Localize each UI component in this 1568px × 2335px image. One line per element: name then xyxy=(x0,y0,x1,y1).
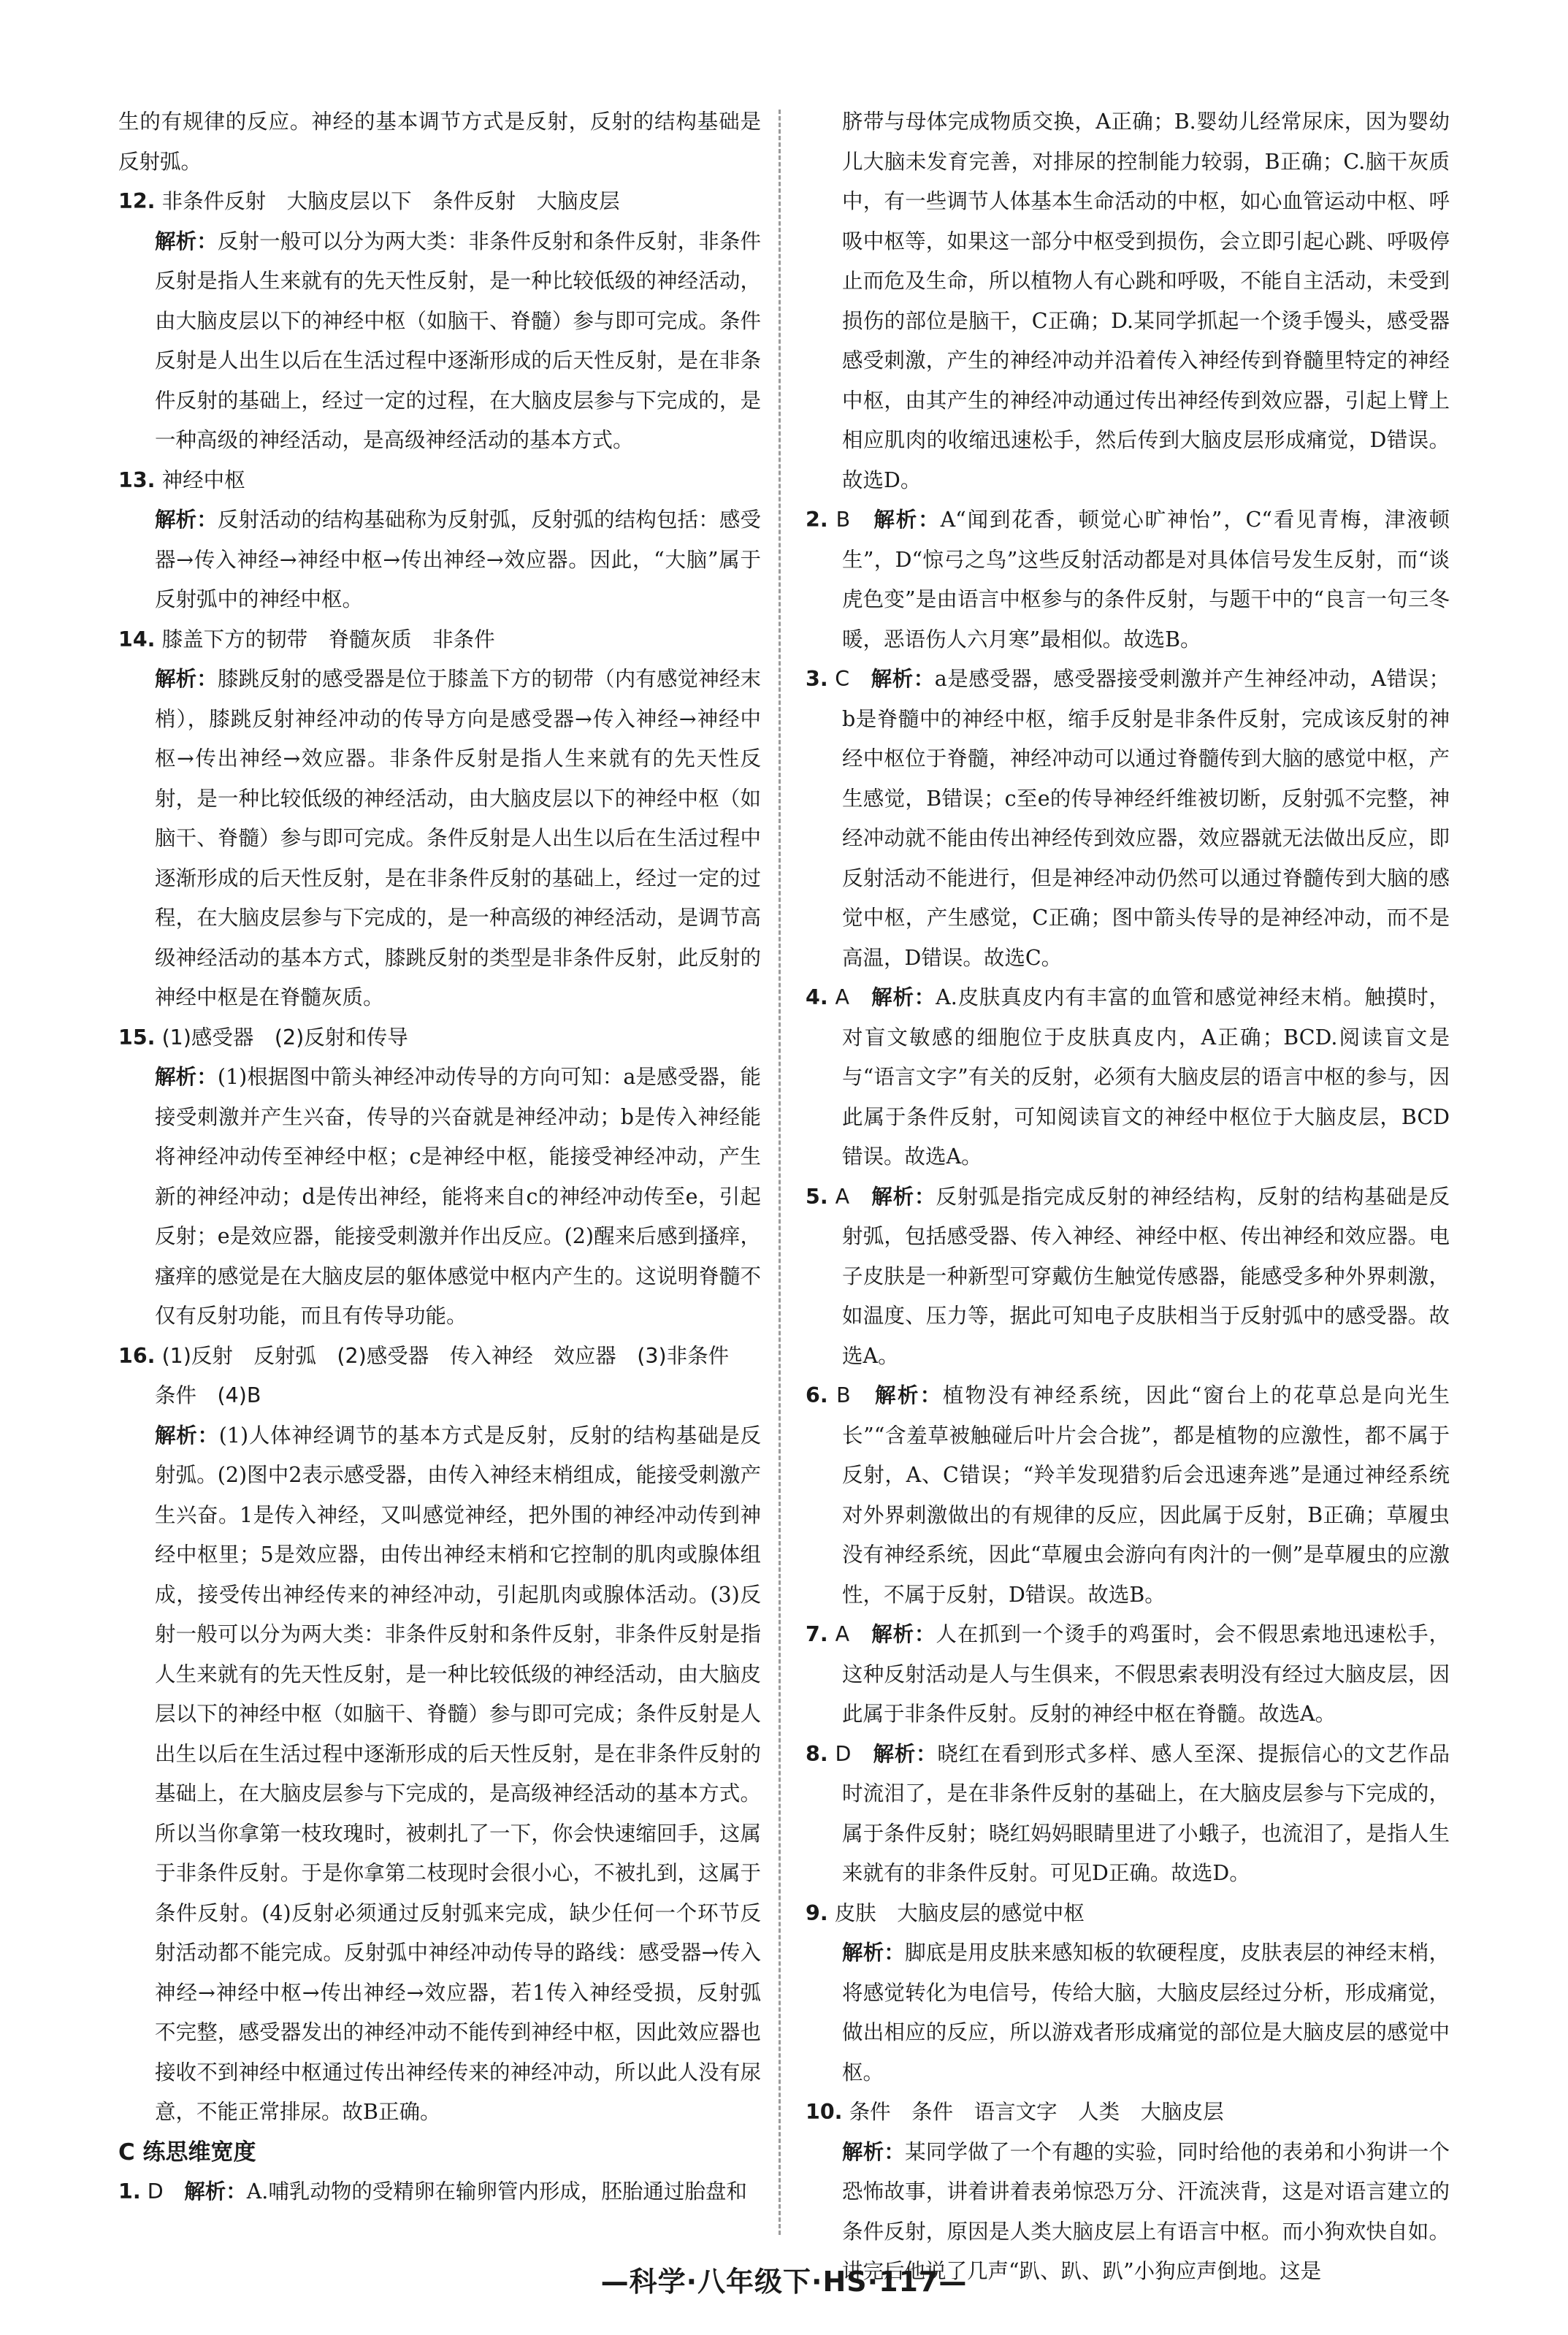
answer: (1)反射 反射弧 (2)感受器 传入神经 效应器 (3)非条件 条件 (4)B xyxy=(155,1343,750,1407)
answer: C xyxy=(835,667,871,691)
answer: A xyxy=(835,1622,872,1646)
answer: B xyxy=(836,1383,875,1407)
explanation: A.皮肤真皮内有丰富的血管和感觉神经末梢。触摸时，对盲文敏感的细胞位于皮肤真皮内，A正确；BCD.阅读盲文是与“语言文字”有关的反射，必须有大脑皮层的语言中枢的参与，因此属于条件反射，可知阅读盲文的神经中枢位于大脑皮层，BCD错误。故选A。 xyxy=(842,985,1450,1169)
question-16: 16. (1)反射 反射弧 (2)感受器 传入神经 效应器 (3)非条件 条件 (4)B 解析：(1)人体神经调节的基本方式是反射，反射的结构基础是反射弧。(2)图中2表示感受器，由传入神经末梢组成，能接受刺激产生兴奋。1是传入神经，又叫感觉神经，把外围的神经冲动传到神经中枢里；5是效应器，由传出神经末梢和它控制的肌肉或腺体组成，接受传出神经传来的神经冲动，引起肌肉或腺体活动。(3)反射一般可以分为两大类：非条件反射和条件反射，非条件反射是指人生来就有的先天性反射，是一种比较低级的神经活动，由大脑皮层以下的神经中枢（如脑干、脊髓）参与即可完成；条件反射是人出生以后在生活过程中逐渐形成的后天性反射，是在非条件反射的基础上，在大脑皮层参与下完成的，是高级神经活动的基本方式。所以当你拿第一枝玫瑰时，被刺扎了一下，你会快速缩回手，这属于非条件反射。于是你拿第二枝现时会很小心，不被扎到，这属于条件反射。(4)反射必须通过反射弧来完成，缺少任何一个环节反射活动都不能完成。反射弧中神经冲动传导的路线：感受器→传入神经→神经中枢→传出神经→效应器，若1传入神经受损，反射弧不完整，感受器发出的神经冲动不能传到神经中枢，因此效应器也接收不到神经中枢通过传出神经传来的神经冲动，所以此人没有尿意，不能正常排尿。故B正确。 xyxy=(118,1343,761,2124)
question-c5: 5. A 解析：反射弧是指完成反射的神经结构，反射的结构基础是反射弧，包括感受器、传入神经、神经中枢、传出神经和效应器。电子皮肤是一种新型可穿戴仿生触觉传感器，能感受多种外界刺激，如温度、压力等，据此可知电子皮肤相当于反射弧中的感受器。故选A。 xyxy=(806,1184,1450,1368)
explanation: 植物没有神经系统，因此“窗台上的花草总是向光生长”“含羞草被触碰后叶片会合拢”，都是植物的应激性，都不属于反射，A、C错误；“羚羊发现猎豹后会迅速奔逃”是通过神经系统对外界刺激做出的有规律的反应，因此属于反射，B正确；草履虫没有神经系统，因此“草履虫会游向有肉汁的一侧”是草履虫的应激性，不属于反射，D错误。故选B。 xyxy=(842,1383,1450,1607)
question-13: 13. 神经中枢 解析：反射活动的结构基础称为反射弧，反射弧的结构包括：感受器→传入神经→神经中枢→传出神经→效应器。因此，“大脑”属于反射弧中的神经中枢。 xyxy=(118,467,761,611)
question-c3: 3. C 解析：a是感受器，感受器接受刺激并产生神经冲动，A错误；b是脊髓中的神经中枢，缩手反射是非条件反射，完成该反射的神经中枢位于脊髓，神经冲动可以通过脊髓传到大脑的感觉中枢，产生感觉，B错误；c至e的传导神经纤维被切断，反射弧不完整，神经冲动就不能由传出神经传到效应器，效应器就无法做出反应，即反射活动不能进行，但是神经冲动仍然可以通过脊髓传到大脑的感觉中枢，产生感觉，C正确；图中箭头传导的是神经冲动，而不是高温，D错误。故选C。 xyxy=(806,667,1450,970)
question-c4: 4. A 解析：A.皮肤真皮内有丰富的血管和感觉神经末梢。触摸时，对盲文敏感的细胞位于皮肤真皮内，A正确；BCD.阅读盲文是与“语言文字”有关的反射，必须有大脑皮层的语言中枢的参与，因此属于条件反射，可知阅读盲文的神经中枢位于大脑皮层，BCD错误。故选A。 xyxy=(806,985,1450,1169)
explanation: 膝跳反射的感受器是位于膝盖下方的韧带（内有感觉神经末梢），膝跳反射神经冲动的传导方向是感受器→传入神经→神经中枢→传出神经→效应器。非条件反射是指人生来就有的先天性反射，是一种比较低级的神经活动，由大脑皮层以下的神经中枢（如脑干、脊髓）参与即可完成。条件反射是人出生以后在生活过程中逐渐形成的后天性反射，是在非条件反射的基础上，经过一定的过程，在大脑皮层参与下完成的，是一种高级的神经活动，是调节高级神经活动的基本方式，膝跳反射的类型是非条件反射，此反射的神经中枢是在脊髓灰质。 xyxy=(155,667,761,1009)
explanation: (1)人体神经调节的基本方式是反射，反射的结构基础是反射弧。(2)图中2表示感受器，由传入神经末梢组成，能接受刺激产生兴奋。1是传入神经，又叫感觉神经，把外围的神经冲动传到神经中枢里；5是效应器，由传出神经末梢和它控制的肌肉或腺体组成，接受传出神经传来的神经冲动，引起肌肉或腺体活动。(3)反射一般可以分为两大类：非条件反射和条件反射，非条件反射是指人生来就有的先天性反射，是一种比较低级的神经活动，由大脑皮层以下的神经中枢（如脑干、脊髓）参与即可完成；条件反射是人出生以后在生活过程中逐渐形成的后天性反射，是在非条件反射的基础上，在大脑皮层参与下完成的，是高级神经活动的基本方式。所以当你拿第一枝玫瑰时，被刺扎了一下，你会快速缩回手，这属于非条件反射。于是你拿第二枝现时会很小心，不被扎到，这属于条件反射。(4)反射必须通过反射弧来完成，缺少任何一个环节反射活动都不能完成。反射弧中神经冲动传导的路线：感受器→传入神经→神经中枢→传出神经→效应器，若1传入神经受损，反射弧不完整，感受器发出的神经冲动不能传到神经中枢，因此效应器也接收不到神经中枢通过传出神经传来的神经冲动，所以此人没有尿意，不能正常排尿。故B正确。 xyxy=(155,1423,761,2124)
question-c6: 6. B 解析：植物没有神经系统，因此“窗台上的花草总是向光生长”“含羞草被触碰后叶片会合拢”，都是植物的应激性，都不属于反射，A、C错误；“羚羊发现猎豹后会迅速奔逃”是通过神经系统对外界刺激做出的有规律的反应，因此属于反射，B正确；草履虫没有神经系统，因此“草履虫会游向有肉汁的一侧”是草履虫的应激性，不属于反射，D错误。故选B。 xyxy=(806,1383,1450,1607)
explanation: 反射弧是指完成反射的神经结构，反射的结构基础是反射弧，包括感受器、传入神经、神经中枢、传出神经和效应器。电子皮肤是一种新型可穿戴仿生触觉传感器，能感受多种外界刺激，如温度、压力等，据此可知电子皮肤相当于反射弧中的感受器。故选A。 xyxy=(842,1184,1450,1368)
explanation: A“闻到花香，顿觉心旷神怡”，C“看见青梅，津液顿生”，D“惊弓之鸟”这些反射活动都是对具体信号发生反射，而“谈虎色变”是由语言中枢参与的条件反射，与题干中的“良言一句三冬暖，恶语伤人六月寒”最相似。故选B。 xyxy=(842,508,1450,651)
explanation: a是感受器，感受器接受刺激并产生神经冲动，A错误；b是脊髓中的神经中枢，缩手反射是非条件反射，完成该反射的神经中枢位于脊髓，神经冲动可以通过脊髓传到大脑的感觉中枢，产生感觉，B错误；c至e的传导神经纤维被切断，反射弧不完整，神经冲动就不能由传出神经传到效应器，效应器就无法做出反应，即反射活动不能进行，但是神经冲动仍然可以通过脊髓传到大脑的感觉中枢，产生感觉，C正确；图中箭头传导的是神经冲动，而不是高温，D错误。故选C。 xyxy=(842,667,1450,970)
question-c2: 2. B 解析：A“闻到花香，顿觉心旷神怡”，C“看见青梅，津液顿生”，D“惊弓之鸟”这些反射活动都是对具体信号发生反射，而“谈虎色变”是由语言中枢参与的条件反射，与题干中的“良言一句三冬暖，恶语伤人六月寒”最相似。故选B。 xyxy=(806,508,1450,651)
answer: 神经中枢 xyxy=(161,467,245,492)
answer: 膝盖下方的韧带 脊髓灰质 非条件 xyxy=(161,627,495,651)
explanation: 某同学做了一个有趣的实验，同时给他的表弟和小狗讲一个恐怖故事，讲着讲着表弟惊恐万分、汗流浃背，这是对语言建立的条件反射，原因是人类大脑皮层上有语言中枢。而小狗欢快自如。讲完后他说了几声“趴、趴、趴”小狗应声倒地。这是 xyxy=(842,2139,1450,2283)
section-title: C 练思维宽度 xyxy=(118,2139,256,2166)
question-c10: 10. 条件 条件 语言文字 人类 大脑皮层 解析：某同学做了一个有趣的实验，同时给他的表弟和小狗讲一个恐怖故事，讲着讲着表弟惊恐万分、汗流浃背，这是对语言建立的条件反射，原因是人类大脑皮层上有语言中枢。而小狗欢快自如。讲完后他说了几声“趴、趴、趴”小狗应声倒地。这是 xyxy=(806,2100,1450,2283)
question-c8: 8. D 解析：晓红在看到形式多样、感人至深、提振信心的文艺作品时流泪了，是在非条件反射的基础上，在大脑皮层参与下完成的，属于条件反射；晓红妈妈眼睛里进了小蛾子，也流泪了，是指人生来就有的非条件反射。可见D正确。故选D。 xyxy=(806,1741,1450,1885)
question-14: 14. 膝盖下方的韧带 脊髓灰质 非条件 解析：膝跳反射的感受器是位于膝盖下方的韧带（内有感觉神经末梢），膝跳反射神经冲动的传导方向是感受器→传入神经→神经中枢→传出神经→效应器。非条件反射是指人生来就有的先天性反射，是一种比较低级的神经活动，由大脑皮层以下的神经中枢（如脑干、脊髓）参与即可完成。条件反射是人出生以后在生活过程中逐渐形成的后天性反射，是在非条件反射的基础上，经过一定的过程，在大脑皮层参与下完成的，是一种高级的神经活动，是调节高级神经活动的基本方式，膝跳反射的类型是非条件反射，此反射的神经中枢是在脊髓灰质。 xyxy=(118,627,761,1009)
question-12: 12. 非条件反射 大脑皮层以下 条件反射 大脑皮层 解析：反射一般可以分为两大类：非条件反射和条件反射，非条件反射是指人生来就有的先天性反射，是一种比较低级的神经活动，由大脑皮层以下的神经中枢（如脑干、脊髓）参与即可完成。条件反射是人出生以后在生活过程中逐渐形成的后天性反射，是在非条件反射的基础上，经过一定的过程，在大脑皮层参与下完成的，是一种高级的神经活动，是高级神经活动的基本方式。 xyxy=(118,189,761,452)
explanation: 脚底是用皮肤来感知板的软硬程度，皮肤表层的神经末梢，将感觉转化为电信号，传给大脑，大脑皮层经过分析，形成痛觉，做出相应的反应，所以游戏者形成痛觉的部位是大脑皮层的感觉中枢。 xyxy=(842,1941,1450,2084)
answer: B xyxy=(835,508,874,532)
column-divider xyxy=(779,110,781,2235)
explanation: 晓红在看到形式多样、感人至深、提振信心的文艺作品时流泪了，是在非条件反射的基础上，在大脑皮层参与下完成的，属于条件反射；晓红妈妈眼睛里进了小蛾子，也流泪了，是指人生来就有的非条件反射。可见D正确。故选D。 xyxy=(842,1741,1450,1885)
question-15: 15. (1)感受器 (2)反射和传导 解析：(1)根据图中箭头神经冲动传导的方向可知：a是感受器，能接受刺激并产生兴奋，传导的兴奋就是神经冲动；b是传入神经能将神经冲动传至神经中枢；c是神经中枢，能接受神经冲动，产生新的神经冲动；d是传出神经，能将来自c的神经冲动传至e，引起反射；e是效应器，能接受刺激并作出反应。(2)醒来后感到搔痒，瘙痒的感觉是在大脑皮层的躯体感觉中枢内产生的。这说明脊髓不仅有反射功能，而且有传导功能。 xyxy=(118,1025,761,1328)
question-c9: 9. 皮肤 大脑皮层的感觉中枢 解析：脚底是用皮肤来感知板的软硬程度，皮肤表层的神经末梢，将感觉转化为电信号，传给大脑，大脑皮层经过分析，形成痛觉，做出相应的反应，所以游戏者形成痛觉的部位是大脑皮层的感觉中枢。 xyxy=(806,1900,1450,2084)
answer: A xyxy=(835,1184,872,1209)
left-column xyxy=(118,102,761,2212)
answer: 皮肤 大脑皮层的感觉中枢 xyxy=(834,1900,1085,1925)
right-column xyxy=(806,102,1450,2292)
explanation: 反射活动的结构基础称为反射弧，反射弧的结构包括：感受器→传入神经→神经中枢→传出神经→效应器。因此，“大脑”属于反射弧中的神经中枢。 xyxy=(155,508,761,611)
continued-text: 脐带与母体完成物质交换，A正确；B.婴幼儿经常尿床，因为婴幼儿大脑未发育完善，对排尿的控制能力较弱，B正确；C.脑干灰质中，有一些调节人体基本生命活动的中枢，如心血管运动中枢、呼吸中枢等，如果这一部分中枢受到损伤，会立即引起心跳、呼吸停止而危及生命，所以植物人有心跳和呼吸，不能自主活动，未受到损伤的部位是脑干，C正确；D.某同学抓起一个烫手馒头，感受器感受刺激，产生的神经冲动并沿着传入神经传到脊髓里特定的神经中枢，由其产生的神经冲动通过传出神经传到效应器，引起上臂上相应肌肉的收缩迅速松手，然后传到大脑皮层形成痛觉，D错误。故选D。 xyxy=(842,110,1450,492)
answer: D xyxy=(147,2179,185,2204)
continued-text: 生的有规律的反应。神经的基本调节方式是反射，反射的结构基础是反射弧。 xyxy=(118,110,761,174)
answer: 条件 条件 语言文字 人类 大脑皮层 xyxy=(849,2100,1224,2124)
page-footer: —科学·八年级下·HS·117— xyxy=(600,2266,968,2298)
explanation: (1)根据图中箭头神经冲动传导的方向可知：a是感受器，能接受刺激并产生兴奋，传导的兴奋就是神经冲动；b是传入神经能将神经冲动传至神经中枢；c是神经中枢，能接受神经冲动，产生新的神经冲动；d是传出神经，能将来自c的神经冲动传至e，引起反射；e是效应器，能接受刺激并作出反应。(2)醒来后感到搔痒，瘙痒的感觉是在大脑皮层的躯体感觉中枢内产生的。这说明脊髓不仅有反射功能，而且有传导功能。 xyxy=(155,1065,761,1328)
question-c1: 1. D 解析：A.哺乳动物的受精卵在输卵管内形成，胚胎通过胎盘和 xyxy=(118,2179,747,2204)
answer: D xyxy=(835,1741,873,1766)
explanation: 人在抓到一个烫手的鸡蛋时，会不假思索地迅速松手，这种反射活动是人与生俱来，不假思索表明没有经过大脑皮层，因此属于非条件反射。反射的神经中枢在脊髓。故选A。 xyxy=(842,1622,1450,1726)
answer: A xyxy=(835,985,872,1009)
answer: (1)感受器 (2)反射和传导 xyxy=(161,1025,408,1050)
answer: 非条件反射 大脑皮层以下 条件反射 大脑皮层 xyxy=(161,189,620,213)
explanation: 反射一般可以分为两大类：非条件反射和条件反射，非条件反射是指人生来就有的先天性反射，是一种比较低级的神经活动，由大脑皮层以下的神经中枢（如脑干、脊髓）参与即可完成。条件反射是人出生以后在生活过程中逐渐形成的后天性反射，是在非条件反射的基础上，经过一定的过程，在大脑皮层参与下完成的，是一种高级的神经活动，是高级神经活动的基本方式。 xyxy=(155,229,761,452)
explanation: A.哺乳动物的受精卵在输卵管内形成，胚胎通过胎盘和 xyxy=(246,2179,747,2204)
question-c7: 7. A 解析：人在抓到一个烫手的鸡蛋时，会不假思索地迅速松手，这种反射活动是人与生俱来，不假思索表明没有经过大脑皮层，因此属于非条件反射。反射的神经中枢在脊髓。故选A。 xyxy=(806,1622,1450,1726)
